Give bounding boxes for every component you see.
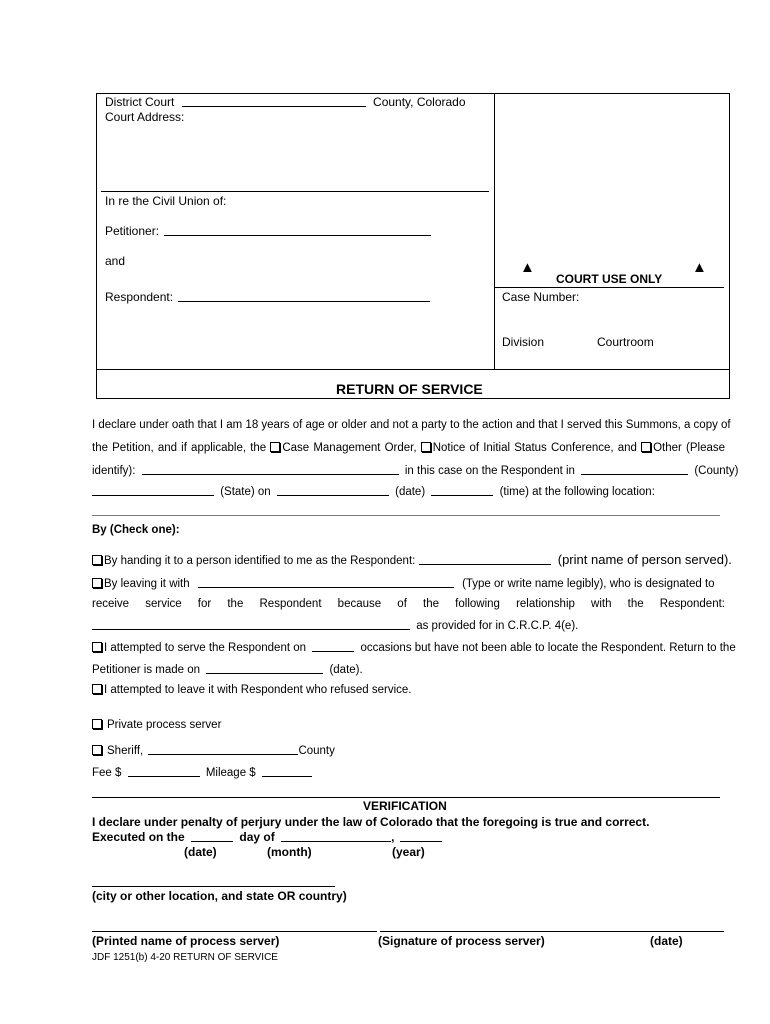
page-title: RETURN OF SERVICE: [336, 381, 483, 397]
option-leaving: By leaving it with (Type or write name legibly), who is designated to: [92, 576, 715, 590]
served-time-field[interactable]: [431, 484, 493, 496]
county-colorado-label: County, Colorado: [373, 95, 466, 109]
location-field[interactable]: [92, 515, 720, 516]
by-check-one-label: By (Check one):: [92, 524, 180, 536]
declaration-line-1: I declare under oath that I am 18 years of age or older and not a party to the action and that I served this Summons, a copy of: [92, 419, 731, 431]
option-attempted: I attempted to serve the Respondent on occasions but have not been able to locate the Respondent. Return to the: [92, 640, 736, 654]
attempted-checkbox[interactable]: [92, 642, 102, 652]
fee-line: Fee $ Mileage $: [92, 765, 312, 779]
triangle-left-icon: ▲: [520, 259, 535, 276]
petitioner-label: Petitioner:: [105, 224, 160, 238]
other-checkbox[interactable]: [641, 442, 651, 452]
district-court-label: District Court: [105, 95, 175, 109]
county-field[interactable]: [581, 463, 688, 475]
fee-field[interactable]: [128, 765, 200, 777]
printed-name-label: (Printed name of process server): [92, 934, 280, 948]
person-served-field[interactable]: [419, 553, 551, 565]
caption-divider: [96, 369, 730, 370]
year-label: (year): [392, 845, 425, 859]
petitioner-line: [105, 224, 431, 238]
leaving-checkbox[interactable]: [92, 578, 102, 588]
option-handing: By handing it to a person identified to me as the Respondent: (print name of person served).: [92, 552, 732, 567]
location-label: (city or other location, and state OR country): [92, 889, 347, 903]
petitioner-made-line: Petitioner is made on (date).: [92, 664, 363, 676]
signature-label: (Signature of process server): [378, 934, 545, 948]
court-address-label: Court Address:: [105, 110, 185, 124]
signature-date-label: (date): [650, 934, 683, 948]
state-field[interactable]: [92, 484, 214, 496]
handing-checkbox[interactable]: [92, 555, 102, 565]
court-use-rule: [495, 287, 724, 288]
verification-title: VERIFICATION: [363, 799, 447, 813]
private-server-option: Private process server: [92, 719, 221, 731]
in-re-label: In re the Civil Union of:: [105, 194, 227, 208]
district-court-field[interactable]: [182, 95, 366, 107]
case-management-checkbox[interactable]: [270, 442, 280, 452]
footer-form-id: JDF 1251(b) 4-20 RETURN OF SERVICE: [92, 952, 278, 963]
verification-rule: [92, 797, 720, 798]
petitioner-field[interactable]: [164, 224, 431, 236]
private-server-checkbox[interactable]: [92, 719, 102, 729]
option-refused: I attempted to leave it with Respondent who refused service.: [92, 684, 411, 696]
respondent-label: Respondent:: [105, 290, 174, 304]
caption-vertical-rule: [494, 94, 495, 370]
relationship-line: as provided for in C.R.C.P. 4(e).: [92, 618, 578, 632]
sheriff-county-field[interactable]: [148, 743, 298, 755]
month-label: (month): [267, 845, 312, 859]
date-label: (date): [184, 845, 217, 859]
identify-field[interactable]: [142, 463, 399, 475]
declaration-line-4: (State) on (date) (time) at the following location:: [92, 484, 655, 498]
and-label: and: [105, 254, 126, 268]
return-date-field[interactable]: [206, 662, 323, 674]
respondent-field[interactable]: [178, 290, 430, 302]
executed-line: Executed on the day of ,: [92, 830, 442, 844]
caption-box: [96, 93, 730, 399]
executed-date-field[interactable]: [191, 830, 233, 842]
served-date-field[interactable]: [277, 484, 389, 496]
declaration-line-2: the Petition, and if applicable, the Case Management Order, Notice of Initial Status Conference, and Other (Please: [92, 442, 726, 454]
sheriff-checkbox[interactable]: [92, 745, 102, 755]
signature-field[interactable]: [380, 931, 724, 932]
receive-line: receive service for the Respondent because of the following relationship with the Respondent:: [92, 598, 725, 610]
respondent-line: [105, 290, 430, 304]
sheriff-option: Sheriff, County: [92, 743, 335, 757]
printed-name-field[interactable]: [92, 931, 377, 932]
refused-checkbox[interactable]: [92, 684, 102, 694]
verification-statement: I declare under penalty of perjury under the law of Colorado that the foregoing is true and correct.: [92, 815, 650, 829]
location-signature-field[interactable]: [92, 886, 335, 887]
division-label: Division: [502, 335, 545, 349]
district-court-line: [105, 95, 466, 109]
status-conference-checkbox[interactable]: [421, 442, 431, 452]
courtroom-label: Courtroom: [597, 335, 654, 349]
declaration-line-3: identify): in this case on the Respondent in (County): [92, 465, 739, 477]
relationship-field[interactable]: [92, 618, 410, 630]
leaving-with-field[interactable]: [198, 576, 454, 588]
address-rule: [101, 191, 489, 192]
executed-month-field[interactable]: [281, 830, 391, 842]
executed-year-field[interactable]: [400, 830, 442, 842]
occasions-field[interactable]: [312, 640, 354, 652]
mileage-field[interactable]: [262, 765, 312, 777]
case-number-label: Case Number:: [502, 290, 580, 304]
court-use-only-label: COURT USE ONLY: [556, 272, 663, 286]
triangle-right-icon: ▲: [692, 259, 707, 276]
